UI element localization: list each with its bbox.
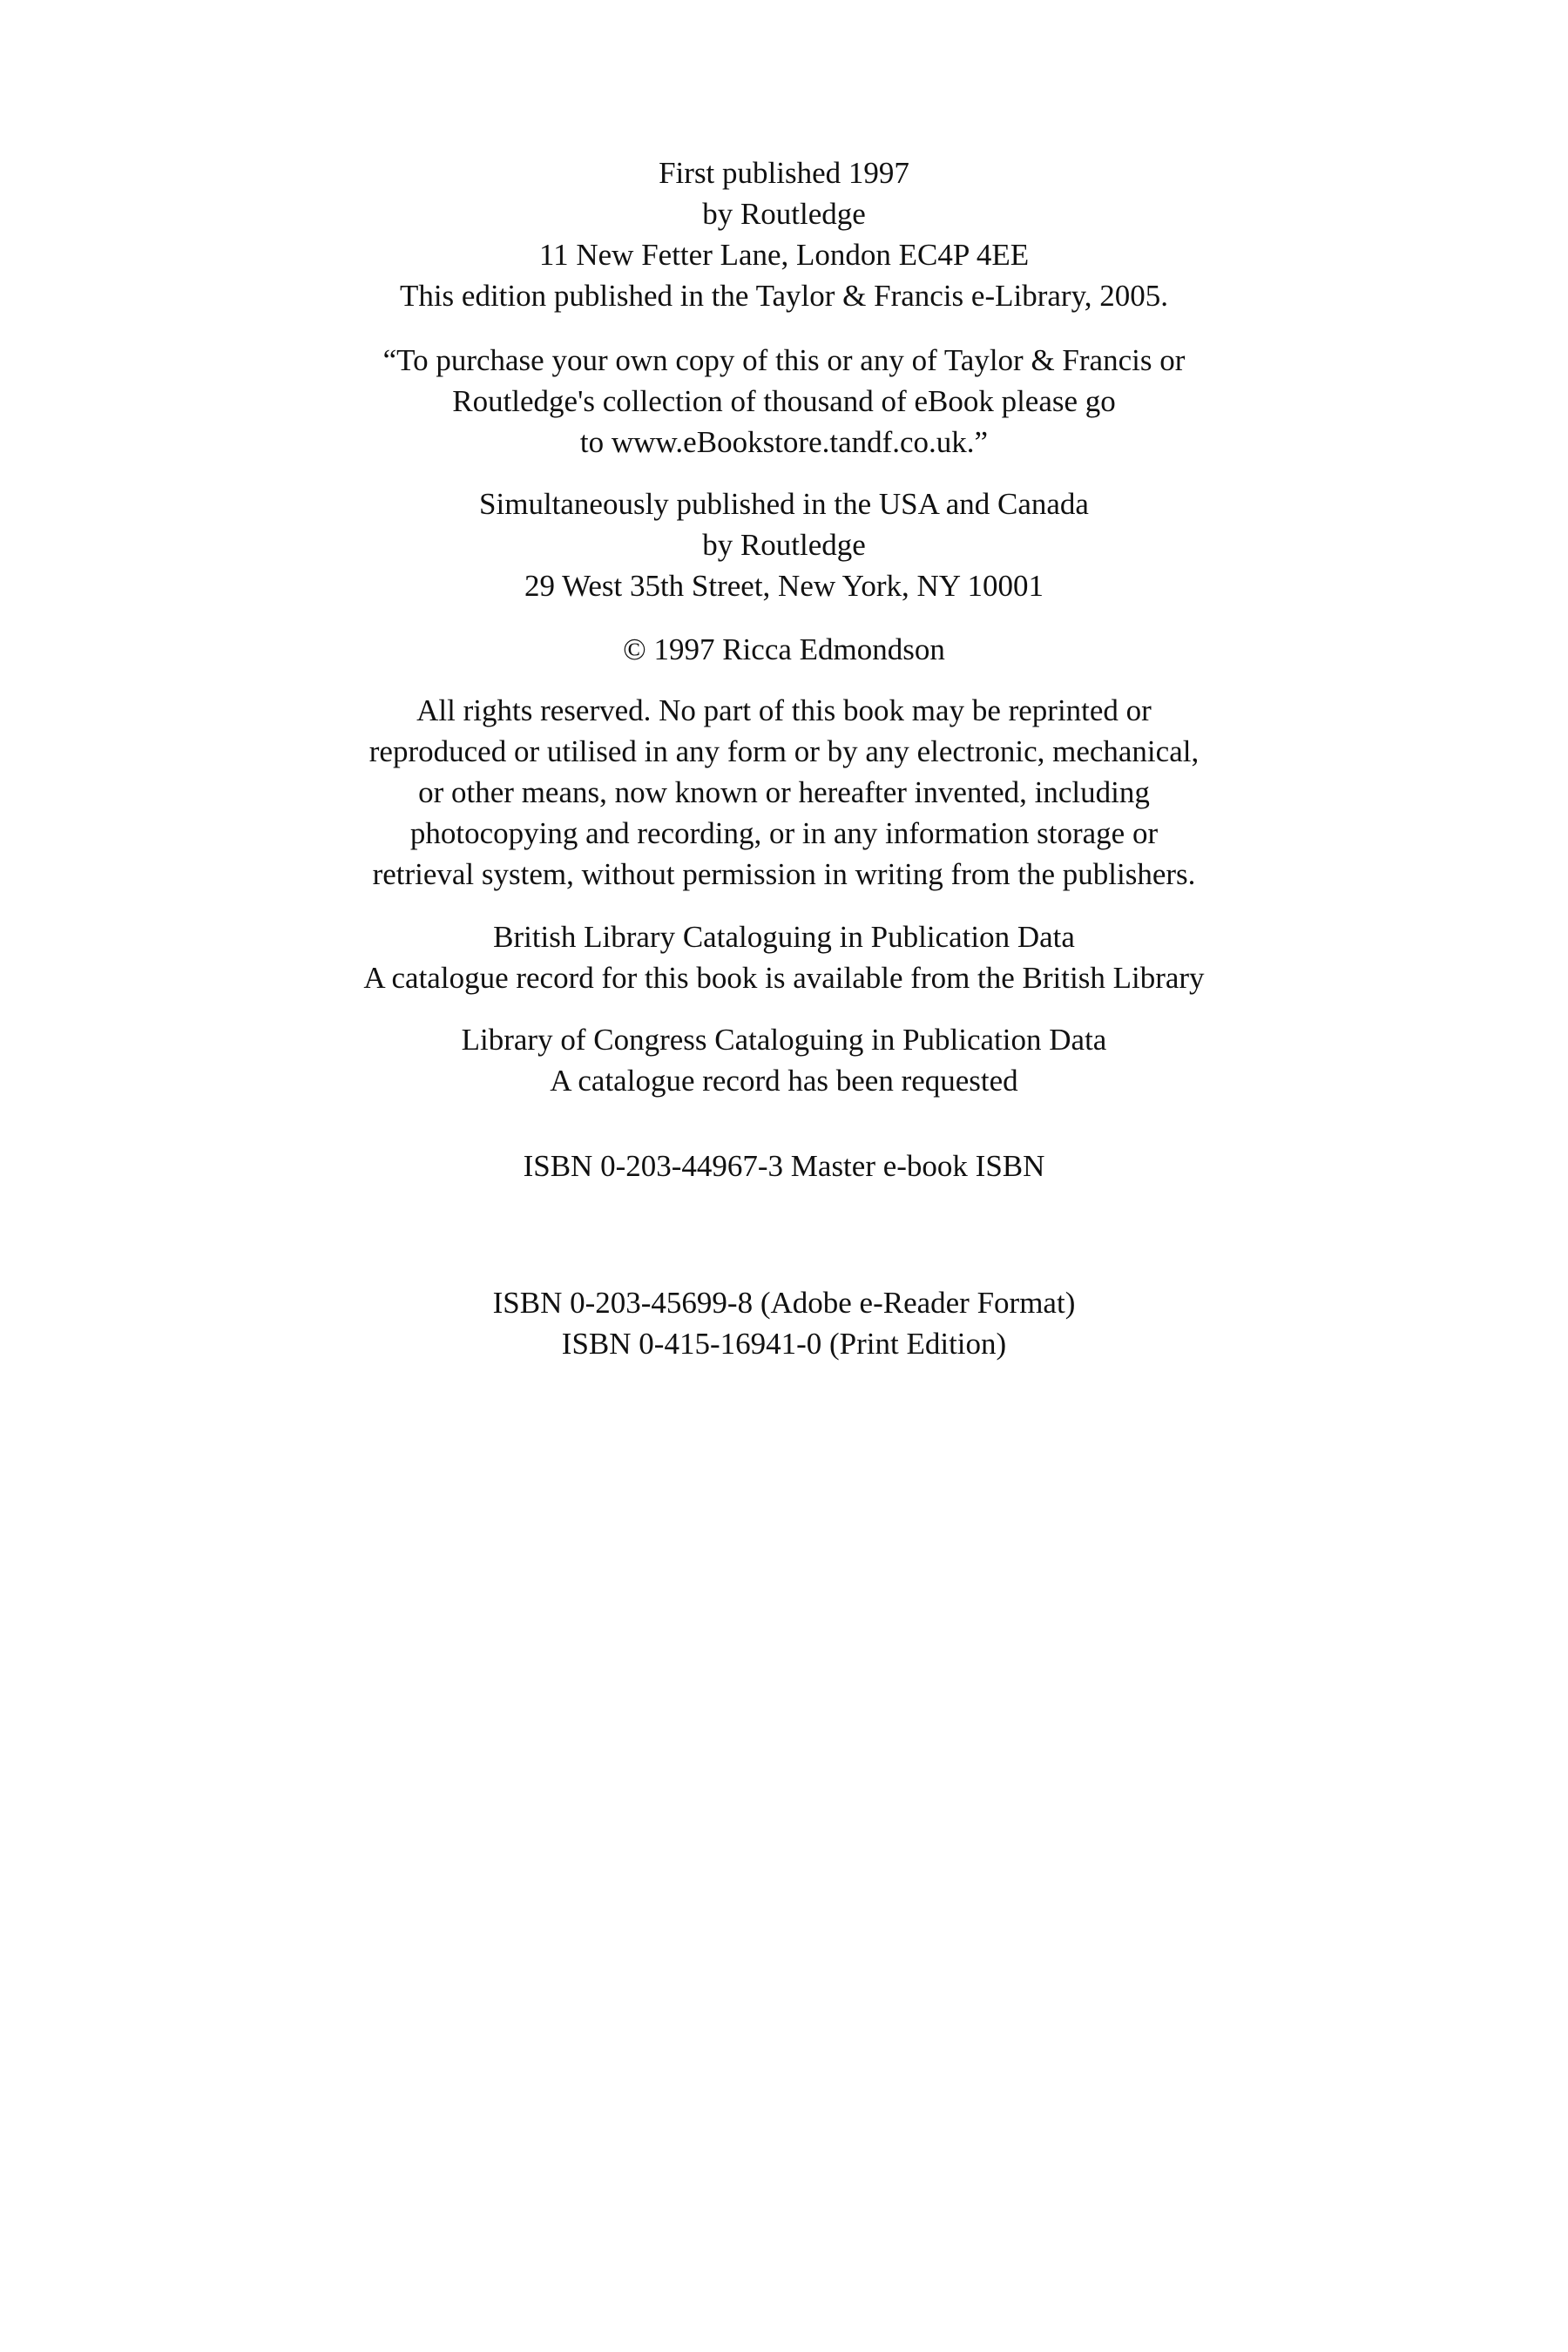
- london-address-line: 11 New Fetter Lane, London EC4P 4EE: [538, 238, 1030, 272]
- british-library-cip: [0, 916, 1568, 998]
- purchase-line-2: Routledge's collection of thousand of eBook please go: [452, 384, 1116, 418]
- rights-reserved-notice: [0, 690, 1568, 895]
- isbn-editions: [0, 1282, 1568, 1364]
- rights-line-1: All rights reserved. No part of this book may be reprinted or: [416, 693, 1152, 727]
- loc-line-2: A catalogue record has been requested: [550, 1064, 1018, 1098]
- isbn-master: [0, 1146, 1568, 1186]
- edition-line: This edition published in the Taylor & Francis e-Library, 2005.: [399, 279, 1169, 313]
- rights-line-5: retrieval system, without permission in writing from the publishers.: [372, 857, 1196, 891]
- publisher-line: by Routledge: [702, 197, 866, 231]
- rights-line-2: reproduced or utilised in any form or by any electronic, mechanical,: [368, 734, 1200, 768]
- publication-info: [0, 152, 1568, 316]
- usa-line-2: by Routledge: [702, 528, 866, 562]
- purchase-line-3: to www.eBookstore.tandf.co.uk.”: [579, 425, 989, 459]
- isbn-master-line: ISBN 0-203-44967-3 Master e-book ISBN: [523, 1149, 1045, 1183]
- usa-publication-info: [0, 483, 1568, 606]
- isbn-print-line: ISBN 0-415-16941-0 (Print Edition): [561, 1327, 1007, 1361]
- isbn-adobe-line: ISBN 0-203-45699-8 (Adobe e-Reader Format): [492, 1286, 1076, 1320]
- rights-line-4: photocopying and recording, or in any information storage or: [409, 816, 1159, 850]
- british-library-line-2: A catalogue record for this book is available from the British Library: [363, 961, 1205, 995]
- usa-line-3: 29 West 35th Street, New York, NY 10001: [524, 569, 1044, 603]
- rights-line-3: or other means, now known or hereafter invented, including: [418, 775, 1150, 809]
- usa-line-1: Simultaneously published in the USA and Canada: [479, 487, 1089, 521]
- purchase-notice: [0, 340, 1568, 463]
- copyright-line: © 1997 Ricca Edmondson: [623, 632, 945, 666]
- copyright-notice: [0, 629, 1568, 670]
- library-of-congress-cip: [0, 1019, 1568, 1101]
- first-published-line: First published 1997: [659, 156, 909, 190]
- loc-line-1: Library of Congress Cataloguing in Publication Data: [461, 1023, 1107, 1057]
- british-library-line-1: British Library Cataloguing in Publication Data: [493, 920, 1075, 954]
- purchase-line-1: “To purchase your own copy of this or any of Taylor & Francis or: [382, 343, 1186, 377]
